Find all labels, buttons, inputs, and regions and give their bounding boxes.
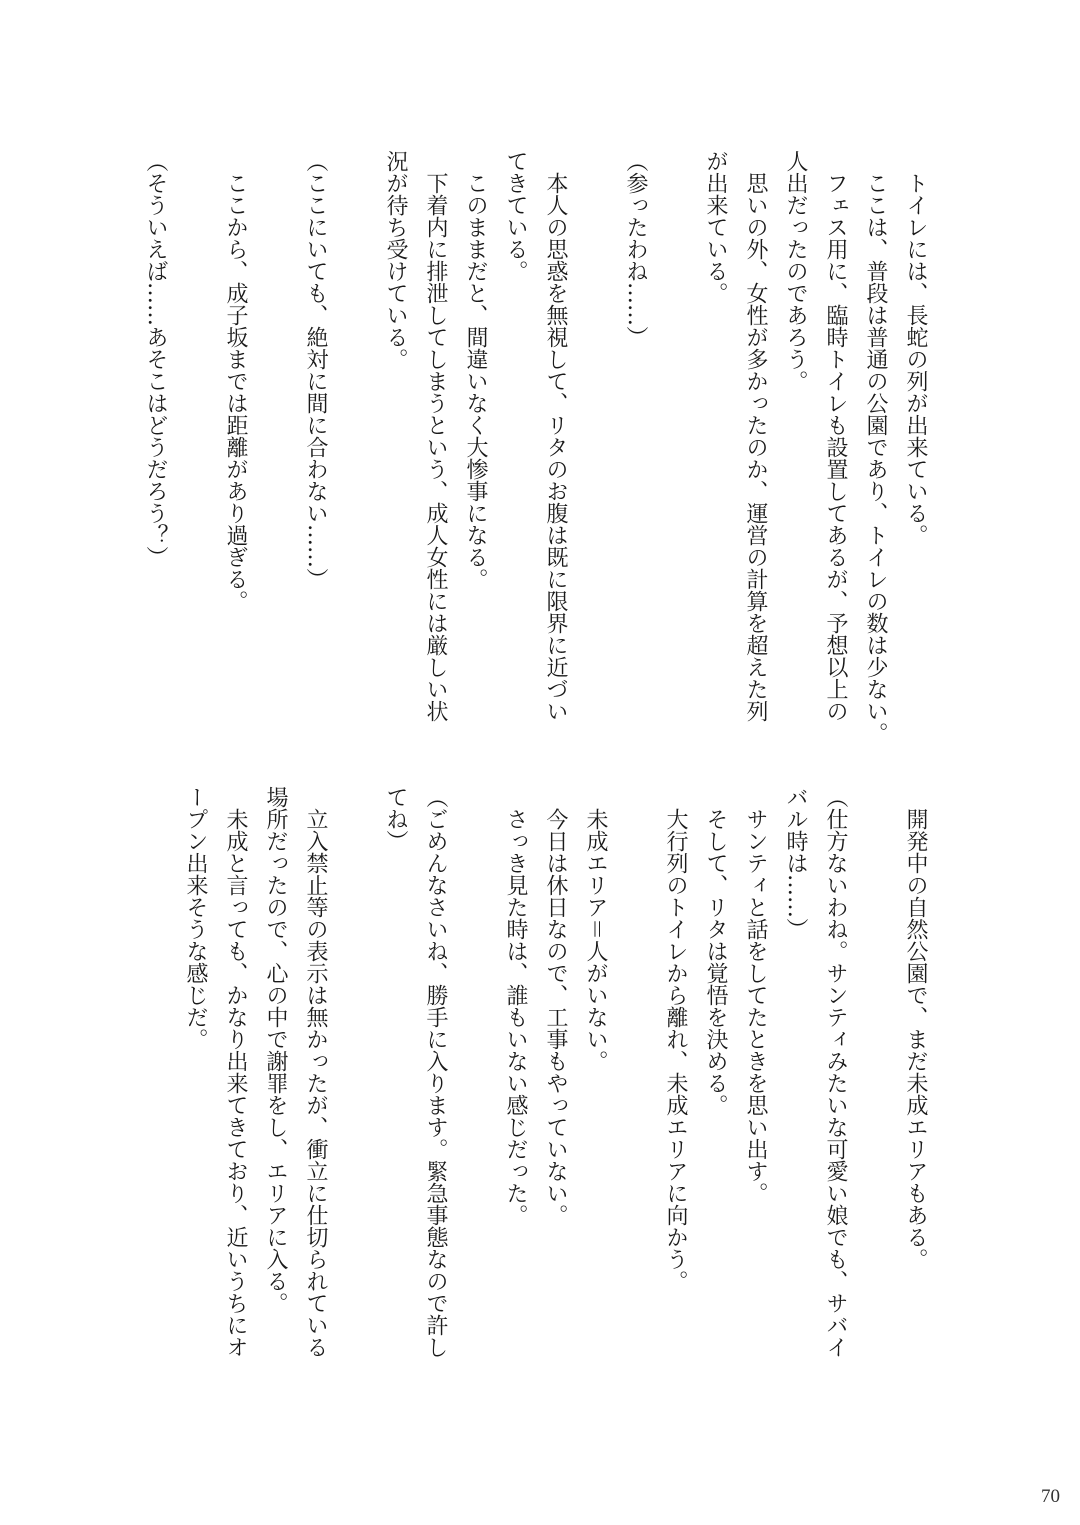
text-line: 開発中の自然公園で、まだ未成エリアもある。 <box>903 786 928 1270</box>
text-line: 今日は休日なので、工事もやっていない。 <box>543 786 568 1226</box>
text-line: （ごめんなさいね、勝手に入ります。緊急事態なので許し <box>423 786 448 1358</box>
blank-line <box>175 150 215 750</box>
text-line: （参ったわね……） <box>623 150 648 348</box>
text-line: ープン出来そうな感じだ。 <box>183 786 208 1050</box>
blank-line <box>335 150 375 750</box>
text-line: 未成エリア＝人がいない。 <box>583 786 608 1073</box>
blank-line <box>255 150 295 750</box>
text-line: さっき見た時は、誰もいない感じだった。 <box>503 786 528 1226</box>
text-line: サンティと話をしてたときを思い出す。 <box>743 786 768 1204</box>
text-line: が出来ている。 <box>703 150 728 304</box>
text-block-top <box>135 150 935 750</box>
text-line: 況が待ち受けている。 <box>383 150 408 370</box>
text-line: そして、リタは覚悟を決める。 <box>703 786 728 1116</box>
blank-line <box>455 786 495 1386</box>
blank-line <box>855 786 895 1386</box>
text-line: 立入禁止等の表示は無かったが、衝立に仕切られている <box>303 786 328 1358</box>
text-line: てね） <box>383 786 408 852</box>
blank-line <box>615 786 655 1386</box>
text-line: 下着内に排泄してしまうという、成人女性には厳しい状 <box>423 150 448 722</box>
text-line: ここは、普段は普通の公園であり、トイレの数は少ない。 <box>863 150 888 744</box>
text-line: てきている。 <box>503 150 528 282</box>
blank-line <box>655 150 695 750</box>
blank-line <box>575 150 615 750</box>
text-line: トイレには、長蛇の列が出来ている。 <box>903 150 928 546</box>
text-line: このままだと、間違いなく大惨事になる。 <box>463 150 488 590</box>
text-line: 大行列のトイレから離れ、未成エリアに向かう。 <box>663 786 688 1292</box>
text-line: （ここにいても、絶対に間に合わない……） <box>303 150 328 590</box>
text-block-bottom <box>175 786 935 1386</box>
blank-line <box>335 786 375 1386</box>
text-line: 未成と言っても、かなり出来てきており、近いうちにオ <box>223 786 248 1358</box>
text-line: （そういえば……あそこはどうだろう？） <box>143 150 168 568</box>
text-line: フェス用に、臨時トイレも設置してあるが、予想以上の <box>823 150 848 722</box>
text-line: バル時は……） <box>783 786 808 940</box>
text-line: 本人の思惑を無視して、リタのお腹は既に限界に近づい <box>543 150 568 722</box>
text-line: 場所だったので、心の中で謝罪をし、エリアに入る。 <box>263 786 288 1314</box>
text-line: 人出だったのであろう。 <box>783 150 808 392</box>
text-line: 思いの外、女性が多かったのか、運営の計算を超えた列 <box>743 150 768 722</box>
text-line: （仕方ないわね。サンティみたいな可愛い娘でも、サバイ <box>823 786 848 1358</box>
text-line: ここから、成子坂までは距離があり過ぎる。 <box>223 150 248 612</box>
page-number: 70 <box>1041 1486 1060 1507</box>
